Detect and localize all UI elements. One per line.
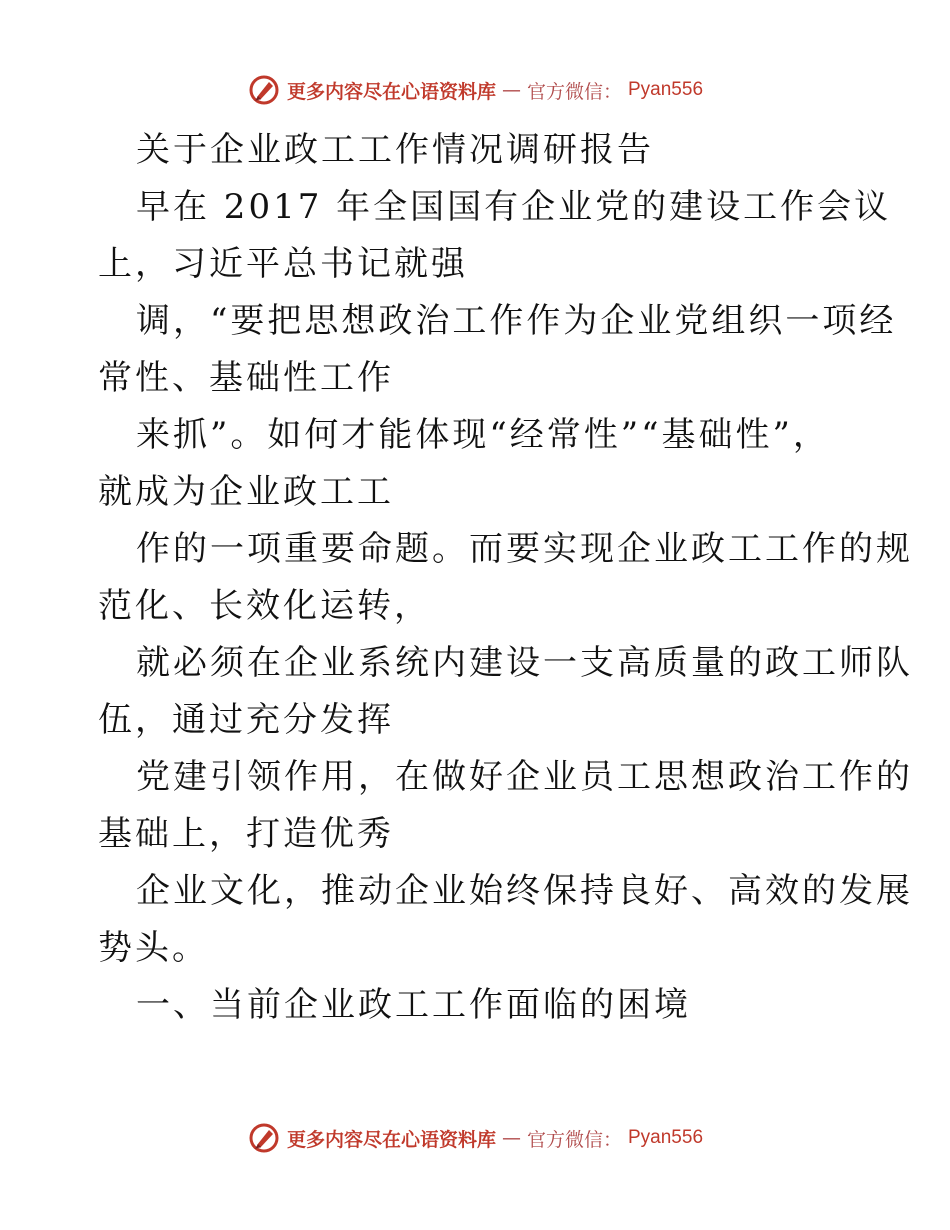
text-line-content: 就成为企业政工工: [98, 472, 394, 512]
text-line-content: 调，“要把思想政治工作作为企业党组织一项经: [136, 301, 897, 341]
watermark-dash: —: [501, 1127, 521, 1149]
text-line-content: 伍，通过充分发挥: [98, 700, 394, 740]
text-line: [98, 920, 858, 977]
watermark-wechat-id: Pyan556: [628, 1127, 704, 1148]
text-line-content: 上，习近平总书记就强: [98, 244, 468, 284]
text-line: [98, 749, 913, 806]
text-line: [98, 464, 858, 521]
text-line: [98, 863, 913, 920]
text-line-content: 势头。: [98, 928, 209, 968]
text-line-content: 作的一项重要命题。而要实现企业政工工作的规: [136, 529, 913, 569]
text-line: [98, 122, 858, 179]
text-line-content: 企业文化，推动企业始终保持良好、高效的发展: [136, 871, 913, 911]
text-line-content: 常性、基础性工作: [98, 358, 394, 398]
pen-nib-icon: [247, 1121, 281, 1155]
watermark-brand: 更多内容尽在心语资料库: [286, 80, 496, 103]
watermark-brand: 更多内容尽在心语资料库: [286, 1128, 496, 1151]
text-line-content: 一、当前企业政工工作面临的困境: [136, 985, 691, 1025]
watermark-official-label: 官方微信：: [526, 1128, 622, 1151]
text-line: [98, 350, 858, 407]
footer-watermark: [0, 1118, 950, 1158]
text-line: [98, 407, 858, 464]
text-line-content: 关于企业政工工作情况调研报告: [136, 130, 654, 170]
text-line-content: 来抓”。如何才能体现“经常性”“基础性”，: [136, 415, 830, 455]
text-line-content: 党建引领作用，在做好企业员工思想政治工作的: [136, 757, 913, 797]
text-line-content: 就必须在企业系统内建设一支高质量的政工师队: [136, 643, 913, 683]
text-line: [98, 521, 913, 578]
pen-nib-icon: [247, 73, 281, 107]
watermark-official-label: 官方微信：: [526, 80, 622, 103]
watermark-wechat-id: Pyan556: [628, 79, 704, 100]
text-line: [98, 293, 897, 350]
text-line: [98, 692, 858, 749]
text-line: [98, 179, 892, 236]
text-line: [98, 806, 858, 863]
text-line-content: 基础上，打造优秀: [98, 814, 394, 854]
text-line: [98, 236, 858, 293]
text-line-content: 早在 2017 年全国国有企业党的建设工作会议: [136, 187, 892, 227]
watermark-dash: —: [501, 79, 521, 101]
text-line: [98, 635, 913, 692]
document-body: [98, 122, 913, 1034]
header-watermark: [0, 70, 950, 110]
text-line-content: 范化、长效化运转，: [98, 586, 431, 626]
text-line: [98, 578, 858, 635]
text-line: [98, 977, 858, 1034]
